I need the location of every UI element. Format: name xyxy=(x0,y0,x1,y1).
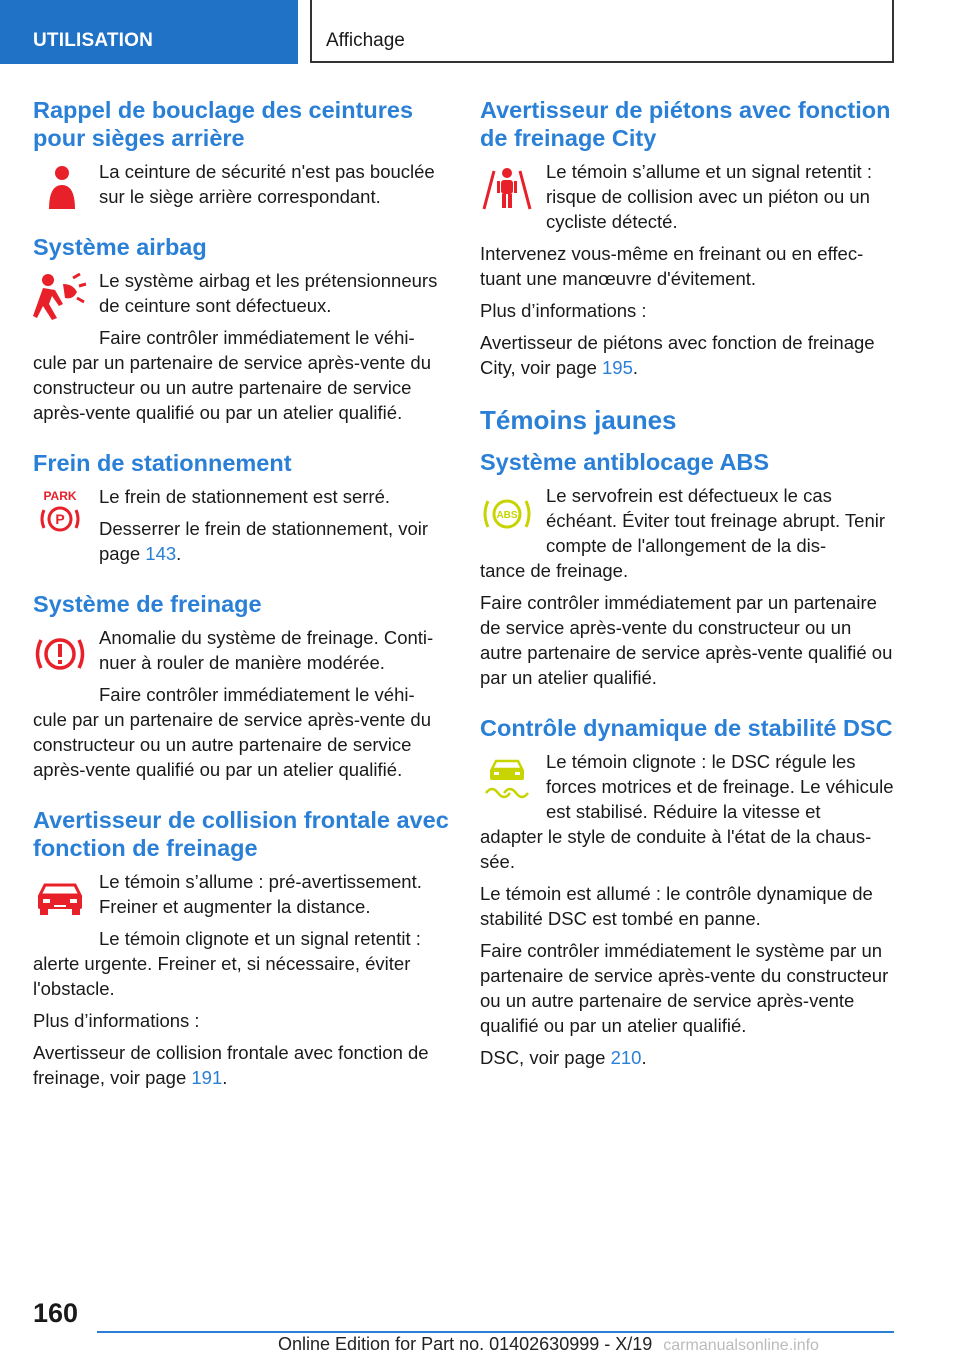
dsc-ref: DSC, voir page 210. xyxy=(480,1047,647,1068)
collision-title: Avertisseur de collision frontale avec fonction de freinage xyxy=(33,807,449,861)
section-parking-brake xyxy=(33,449,449,566)
pedestrian-text-1: Le témoin s’allume et un signal retentit : risque de collision avec un piéton ou un cycliste détecté. xyxy=(546,161,872,232)
pedestrian-icon xyxy=(480,161,534,215)
collision-ref: Avertisseur de collision frontale avec fonction de freinage, voir page 191. xyxy=(33,1042,429,1088)
belt-text: La ceinture de sécurité n'est pas bouclée sur le siège arrière correspondant. xyxy=(99,161,435,207)
dsc-page-link[interactable]: 210 xyxy=(610,1047,642,1068)
dsc-text-1a: Le témoin clignote : le DSC régule les forces motrices et de freinage. Le véhicule est stabilisé. Réduire la vitesse et xyxy=(546,751,894,822)
abs-icon-label: ABS xyxy=(496,510,518,521)
brake-warning-icon xyxy=(33,627,87,681)
brake-title: Système de freinage xyxy=(33,591,262,617)
collision-text-2b: alerte urgente. Freiner et, si nécessaire, éviter l'obstacle. xyxy=(33,953,411,999)
header-section-tab xyxy=(0,0,298,64)
section-pedestrian-warning xyxy=(480,96,896,380)
pedestrian-title: Avertisseur de piétons avec fonction de freinage City xyxy=(480,97,891,151)
collision-text-2a: Le témoin clignote et un signal retentit : xyxy=(99,928,421,949)
section-airbag xyxy=(33,233,449,425)
pedestrian-page-link[interactable]: 195 xyxy=(602,357,633,378)
brake-text-2a: Faire contrôler immédiatement le véhi- xyxy=(99,684,415,705)
collision-car-icon xyxy=(33,871,87,925)
footer-divider xyxy=(97,1331,894,1333)
abs-text-1b: tance de freinage. xyxy=(480,560,629,581)
left-column xyxy=(33,96,449,1114)
pedestrian-more: Plus d’informations : xyxy=(480,300,647,321)
pedestrian-ref-body: Avertisseur de piétons avec fonction de freinage City, voir page xyxy=(480,332,875,378)
dsc-text-1b: adapter le style de conduite à l'état de la chaussée. xyxy=(480,826,872,872)
park-text-2: Desserrer le frein de stationnement, voir page 143. xyxy=(99,518,429,564)
footer-edition-text: Online Edition for Part no. 01402630999 - X/19 xyxy=(278,1334,653,1354)
brake-text-2b: cule par un partenaire de service après-vente du constructeur ou un autre partenaire de service après-vente qualifié ou par un atelier qualifié. xyxy=(33,709,431,780)
pedestrian-text-2: Intervenez vous-même en freinant ou en effectuant une manœuvre d'évitement. xyxy=(480,243,864,289)
abs-title: Système antiblocage ABS xyxy=(480,449,770,475)
collision-page-link[interactable]: 191 xyxy=(191,1067,223,1088)
svg-text:P: P xyxy=(55,511,65,527)
airbag-title: Système airbag xyxy=(33,234,207,260)
belt-title: Rappel de bouclage des ceintures pour sièges arrière xyxy=(33,97,414,151)
collision-ref-body: Avertisseur de collision frontale avec fonction de freinage, voir page xyxy=(33,1042,429,1088)
dsc-text-3: Faire contrôler immédiatement le système par un partenaire de service après-vente du constructeur ou un autre partenaire de service après-vente qualifié ou par un atelier qualifié. xyxy=(480,940,889,1036)
section-dsc xyxy=(480,714,896,1070)
park-page-link[interactable]: 143 xyxy=(145,543,177,564)
airbag-icon xyxy=(33,270,87,324)
header-section-label: UTILISATION xyxy=(33,30,154,51)
pedestrian-ref: Avertisseur de piétons avec fonction de freinage City, voir page 195. xyxy=(480,332,875,378)
collision-more: Plus d’informations : xyxy=(33,1010,200,1031)
airbag-text-2a: Faire contrôler immédiatement le véhi- xyxy=(99,327,415,348)
right-column xyxy=(480,96,896,1094)
dsc-title: Contrôle dynamique de stabilité DSC xyxy=(480,715,893,741)
page-number: 160 xyxy=(33,1298,79,1328)
dsc-skid-icon xyxy=(480,753,534,807)
abs-icon xyxy=(480,487,534,541)
seatbelt-person-icon xyxy=(33,163,87,217)
dsc-ref-body: DSC, voir page xyxy=(480,1047,611,1068)
dsc-text-2: Le témoin est allumé : le contrôle dynamique de stabilité DSC est tombé en panne. xyxy=(480,883,873,929)
footer-edition xyxy=(278,1334,819,1355)
parking-brake-icon xyxy=(33,486,87,540)
collision-text-1: Le témoin s’allume : pré-avertissement. Freiner et augmenter la distance. xyxy=(99,871,422,917)
header-chapter-box xyxy=(310,0,894,63)
park-text-1: Le frein de stationnement est serré. xyxy=(99,486,391,507)
parking-brake-icon-label: PARK xyxy=(43,489,77,503)
abs-text-2: Faire contrôler immédiatement par un partenaire de service après-vente du constructeur ou un autre partenaire de service après-vente qualifié ou par un atelier qualifié. xyxy=(480,592,893,688)
park-text-2-body: Desserrer le frein de stationnement, voir page xyxy=(99,518,429,564)
footer-watermark: carmanualsonline.info xyxy=(663,1337,819,1354)
section-brake-system xyxy=(33,590,449,782)
section-belt-reminder xyxy=(33,96,449,209)
section-abs xyxy=(480,448,896,690)
airbag-text-2b: cule par un partenaire de service après-vente du constructeur ou un autre partenaire de service après-vente qualifié ou par un atelier qualifié. xyxy=(33,352,431,423)
yellow-lights-title: Témoins jaunes xyxy=(480,405,677,435)
park-title: Frein de stationnement xyxy=(33,450,292,476)
header-chapter-label: Affichage xyxy=(326,30,405,51)
section-collision-warning xyxy=(33,806,449,1090)
brake-text-1: Anomalie du système de freinage. Continuer à rouler de manière modérée. xyxy=(99,627,434,673)
airbag-text-1: Le système airbag et les prétensionneurs de ceinture sont défectueux. xyxy=(99,270,438,316)
abs-text-1a: Le servofrein est défectueux le cas échéant. Éviter tout freinage abrupt. Tenir compte de l'allongement de la dis- xyxy=(546,485,886,556)
